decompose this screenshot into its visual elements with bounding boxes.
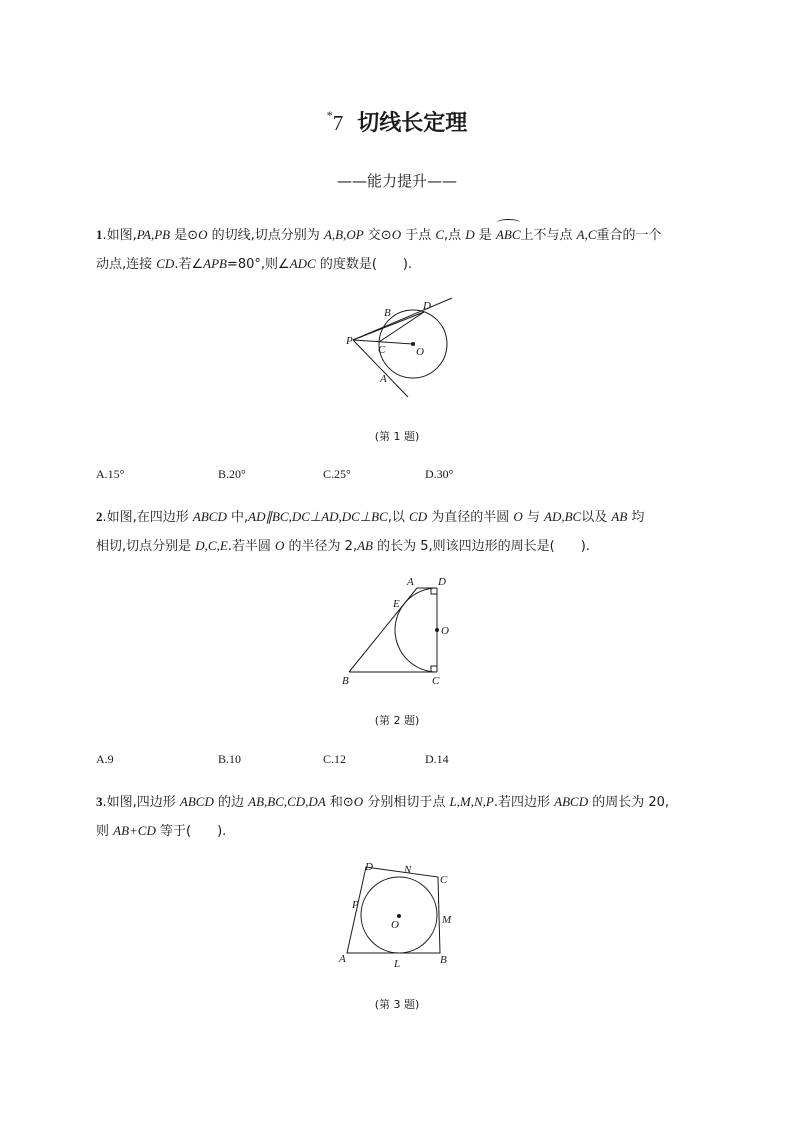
section-subtitle: ——能力提升——: [336, 172, 457, 190]
label-b: B: [384, 307, 391, 319]
label-a: A: [339, 953, 346, 965]
option-a[interactable]: A.9: [96, 752, 114, 766]
figure-3: [330, 855, 470, 973]
label-a: A: [380, 373, 387, 385]
question-3-line-1: 3.如图,四边形 ABCD 的边 AB,BC,CD,DA 和⊙O 分别相切于点 L,M,N,P.若四边形 ABCD 的周长为 20,: [96, 794, 670, 810]
center-dot: [397, 914, 401, 918]
title-text: 切线长定理: [357, 111, 468, 136]
question-1-text: [96, 221, 706, 279]
option-b[interactable]: B.10: [218, 752, 242, 766]
question-2-line-1: 2.如图,在四边形 ABCD 中,AD∥BC,DC⊥AD,DC⊥BC,以 CD 为直径的半圆 O 与 AD,BC以及 AB 均: [96, 509, 645, 525]
center-dot: [435, 628, 439, 632]
option-c[interactable]: C.12: [323, 752, 347, 766]
label-p: P: [346, 335, 353, 347]
label-d: D: [365, 861, 373, 873]
optional-star: *: [326, 108, 333, 122]
section-number: *7: [326, 108, 344, 135]
question-1-line-1: 1.如图,PA,PB 是⊙O 的切线,切点分别为 A,B,OP 交⊙O 于点 C,点 D 是 ABC上不与点 A,C重合的一个: [96, 221, 706, 250]
label-d: D: [423, 300, 431, 312]
option-a[interactable]: A.15°: [96, 467, 125, 481]
question-2-line-2: 相切,切点分别是 D,C,E.若半圆 O 的半径为 2,AB 的长为 5,则该四边形的周长是( ).: [96, 538, 590, 554]
question-3-line-2: 则 AB+CD 等于( ).: [96, 823, 227, 839]
label-c: C: [378, 344, 386, 356]
option-b[interactable]: B.20°: [218, 467, 246, 481]
label-d: D: [438, 576, 446, 588]
figure-2: [335, 572, 465, 690]
right-angle-d: [431, 588, 437, 594]
label-o: O: [441, 625, 449, 637]
label-b: B: [342, 675, 349, 687]
option-d[interactable]: D.30°: [425, 467, 454, 481]
label-e: E: [393, 598, 400, 610]
option-c[interactable]: C.25°: [323, 467, 351, 481]
caption-1: (第 1 题): [374, 430, 420, 443]
label-l: L: [394, 958, 401, 970]
page-title: [0, 106, 794, 137]
arc-abc: ABC: [496, 221, 521, 249]
label-o: O: [391, 919, 399, 931]
option-d[interactable]: D.14: [425, 752, 449, 766]
right-angle-c: [431, 666, 437, 672]
label-a: A: [407, 576, 414, 588]
label-c: C: [432, 675, 440, 687]
caption-3: (第 3 题): [374, 998, 420, 1011]
caption-2: (第 2 题): [374, 714, 420, 727]
center-dot: [411, 342, 415, 346]
semicircle-o: [395, 588, 437, 672]
question-2-text: [96, 503, 706, 561]
label-o: O: [416, 346, 424, 358]
label-m: M: [442, 914, 452, 926]
label-c: C: [440, 874, 448, 886]
label-n: N: [404, 864, 412, 876]
label-b: B: [440, 954, 447, 966]
question-1-line-2: 动点,连接 CD.若∠APB=80°,则∠ADC 的度数是( ).: [96, 256, 413, 272]
label-p: P: [352, 899, 359, 911]
figure-1: [330, 290, 470, 400]
question-3-text: [96, 788, 706, 846]
